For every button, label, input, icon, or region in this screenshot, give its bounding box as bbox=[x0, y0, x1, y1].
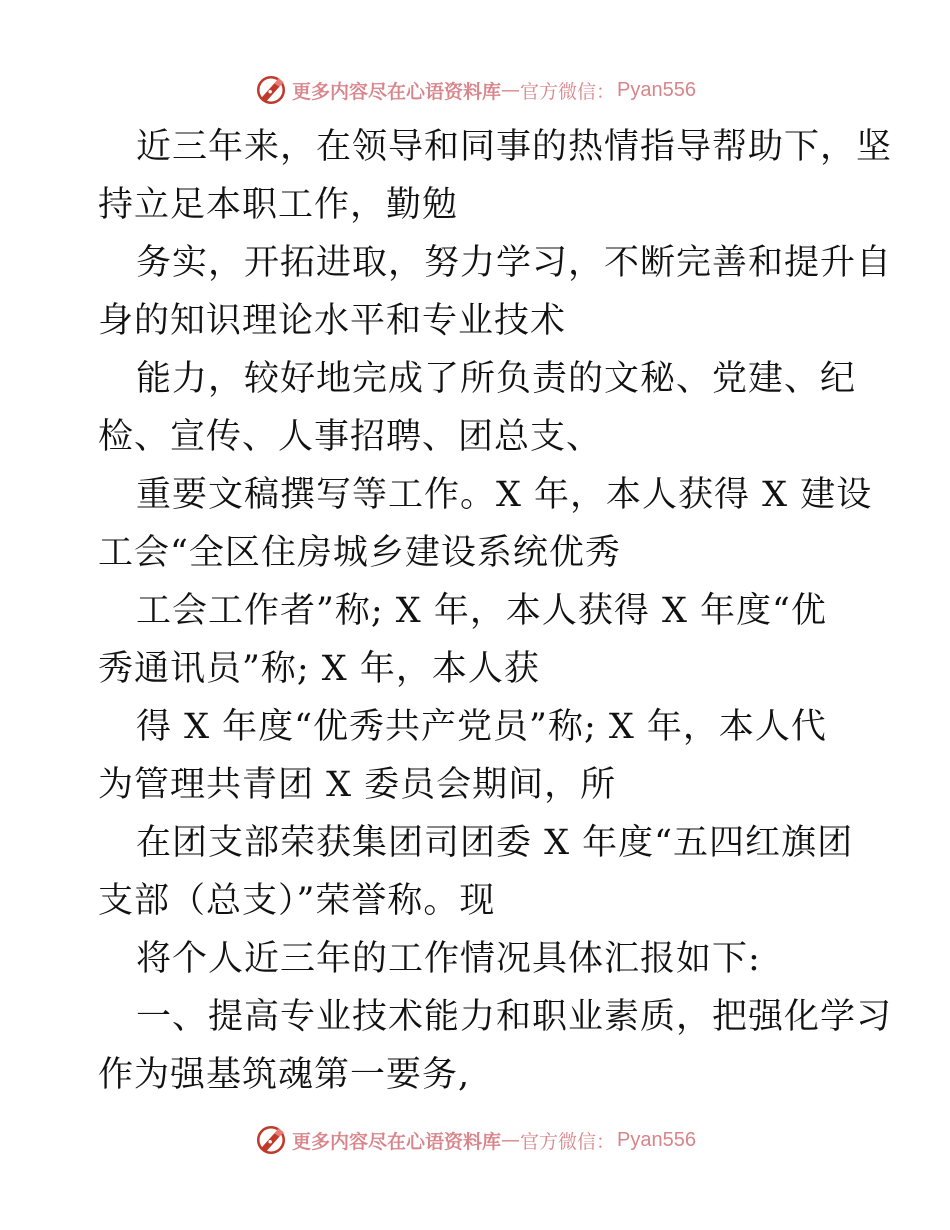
body-line: 在团支部荣获集团司团委 X 年度“五四红旗团 bbox=[136, 823, 854, 863]
body-line: 重要文稿撰写等工作。X 年，本人获得 X 建设 bbox=[136, 475, 873, 515]
watermark-main-text: 更多内容尽在心语资料库 bbox=[292, 80, 502, 103]
body-line: 工会工作者”称; X 年，本人获得 X 年度“优 bbox=[136, 591, 827, 631]
body-line: 得 X 年度“优秀共产党员”称; X 年，本人代 bbox=[136, 707, 827, 747]
body-line: 将个人近三年的工作情况具体汇报如下: bbox=[136, 939, 761, 979]
watermark-dash: — bbox=[501, 79, 521, 101]
pen-logo-icon bbox=[254, 1123, 288, 1157]
watermark-header bbox=[0, 70, 950, 110]
body-line: 一、提高专业技术能力和职业素质，把强化学习 bbox=[136, 997, 893, 1037]
body-line: 务实，开拓进取，努力学习，不断完善和提升自 bbox=[136, 243, 893, 283]
watermark-main-text: 更多内容尽在心语资料库 bbox=[292, 1130, 502, 1153]
document-body bbox=[98, 118, 893, 1104]
body-line: 身的知识理论水平和专业技术 bbox=[98, 301, 567, 341]
body-line: 持立足本职工作，勤勉 bbox=[98, 185, 459, 225]
body-line: 支部（总支）”荣誉称。现 bbox=[98, 881, 496, 921]
watermark-label: 官方微信： bbox=[520, 80, 616, 103]
body-line: 为管理共青团 X 委员会期间，所 bbox=[98, 765, 617, 805]
watermark-label: 官方微信： bbox=[520, 1130, 616, 1153]
watermark-wechat-id: Pyan556 bbox=[617, 78, 696, 101]
watermark-wechat-id: Pyan556 bbox=[617, 1128, 696, 1151]
watermark-dash: — bbox=[501, 1129, 521, 1151]
pen-logo-icon bbox=[254, 73, 288, 107]
body-line: 检、宣传、人事招聘、团总支、 bbox=[98, 417, 603, 457]
watermark-footer bbox=[0, 1120, 950, 1160]
body-line: 能力，较好地完成了所负责的文秘、党建、纪 bbox=[136, 359, 857, 399]
body-line: 工会“全区住房城乡建设系统优秀 bbox=[98, 533, 621, 573]
body-line: 秀通讯员”称; X 年，本人获 bbox=[98, 649, 540, 689]
body-line: 近三年来，在领导和同事的热情指导帮助下，坚 bbox=[136, 127, 893, 167]
body-line: 作为强基筑魂第一要务, bbox=[98, 1055, 471, 1095]
